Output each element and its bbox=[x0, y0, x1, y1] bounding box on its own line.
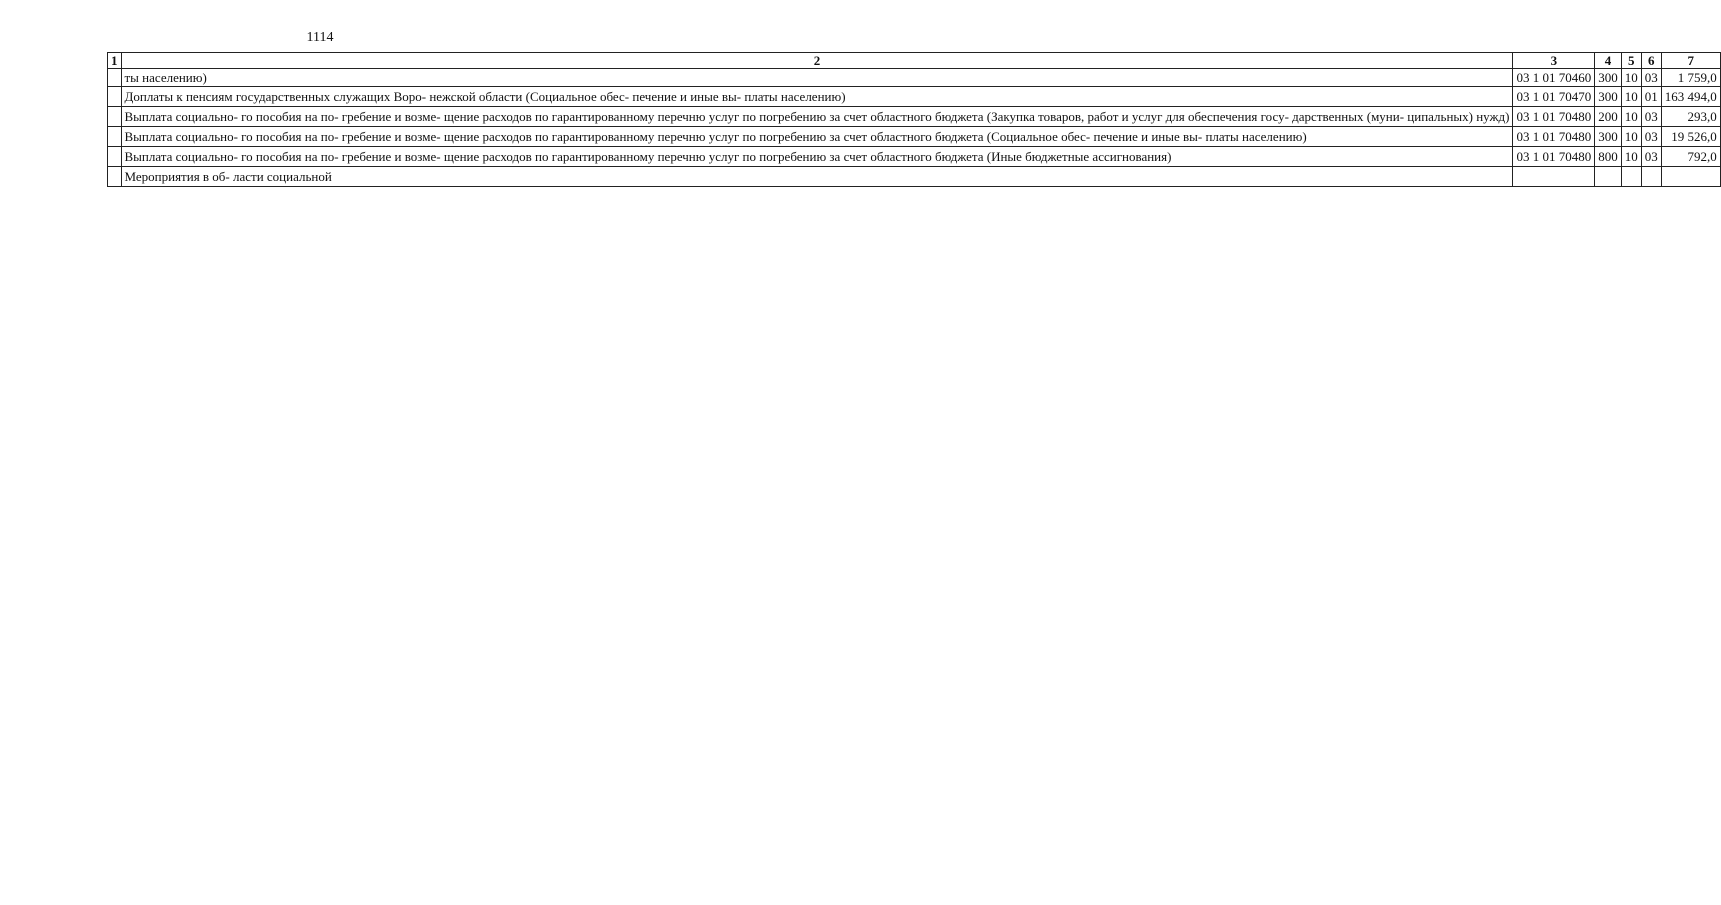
description-cell: Выплата социально- го пособия на по- гребение и возме- щение расходов по гарантированному перечню услуг по погребению за счет областного бюджета (Социальное обес- печение и иные вы- платы населению) bbox=[121, 127, 1513, 147]
code-cell: 03 1 01 70460 bbox=[1513, 69, 1595, 87]
amount-cell: 293,0 bbox=[1661, 107, 1720, 127]
header-col-4: 4 bbox=[1595, 53, 1622, 69]
section-cell: 10 bbox=[1621, 69, 1641, 87]
section-cell bbox=[1621, 167, 1641, 187]
section-cell: 10 bbox=[1621, 147, 1641, 167]
amount-cell: 19 526,0 bbox=[1661, 127, 1720, 147]
header-col-3: 3 bbox=[1513, 53, 1595, 69]
amount-cell: 792,0 bbox=[1661, 147, 1720, 167]
table-row bbox=[108, 167, 1721, 187]
row-number-cell bbox=[108, 147, 122, 167]
row-number-cell bbox=[108, 107, 122, 127]
description-cell: ты населению) bbox=[121, 69, 1513, 87]
row-number-cell bbox=[108, 87, 122, 107]
code-cell: 03 1 01 70480 bbox=[1513, 107, 1595, 127]
row-number-cell bbox=[108, 127, 122, 147]
section-cell: 10 bbox=[1621, 107, 1641, 127]
subsection-cell: 01 bbox=[1641, 87, 1661, 107]
description-cell: Выплата социально- го пособия на по- гребение и возме- щение расходов по гарантированному перечню услуг по погребению за счет областного бюджета (Закупка товаров, работ и услуг для обеспечения госу- дарственных (муни- ципальных) нужд) bbox=[121, 107, 1513, 127]
header-col-6: 6 bbox=[1641, 53, 1661, 69]
expense-type-cell: 300 bbox=[1595, 69, 1622, 87]
row-number-cell bbox=[108, 69, 122, 87]
description-cell: Выплата социально- го пособия на по- гребение и возме- щение расходов по гарантированному перечню услуг по погребению за счет областного бюджета (Иные бюджетные ассигнования) bbox=[121, 147, 1513, 167]
subsection-cell: 03 bbox=[1641, 69, 1661, 87]
expense-type-cell: 800 bbox=[1595, 147, 1622, 167]
section-cell: 10 bbox=[1621, 87, 1641, 107]
budget-table bbox=[107, 52, 1721, 187]
description-cell: Мероприятия в об- ласти социальной bbox=[121, 167, 1513, 187]
amount-cell: 1 759,0 bbox=[1661, 69, 1720, 87]
subsection-cell: 03 bbox=[1641, 107, 1661, 127]
expense-type-cell: 300 bbox=[1595, 127, 1622, 147]
table-row bbox=[108, 147, 1721, 167]
expense-type-cell bbox=[1595, 167, 1622, 187]
code-cell: 03 1 01 70480 bbox=[1513, 127, 1595, 147]
subsection-cell bbox=[1641, 167, 1661, 187]
table-row bbox=[108, 127, 1721, 147]
header-row bbox=[108, 53, 1721, 69]
page-number: 1114 bbox=[306, 30, 334, 45]
code-cell: 03 1 01 70480 bbox=[1513, 147, 1595, 167]
section-cell: 10 bbox=[1621, 127, 1641, 147]
subsection-cell: 03 bbox=[1641, 147, 1661, 167]
row-number-cell bbox=[108, 167, 122, 187]
header-col-7: 7 bbox=[1661, 53, 1720, 69]
table-row bbox=[108, 107, 1721, 127]
expense-type-cell: 200 bbox=[1595, 107, 1622, 127]
table-row bbox=[108, 69, 1721, 87]
table-row bbox=[108, 87, 1721, 107]
header-col-1: 1 bbox=[108, 53, 122, 69]
code-cell bbox=[1513, 167, 1595, 187]
subsection-cell: 03 bbox=[1641, 127, 1661, 147]
description-cell: Доплаты к пенсиям государственных служащих Воро- нежской области (Социальное обес- печение и иные вы- платы населению) bbox=[121, 87, 1513, 107]
amount-cell: 163 494,0 bbox=[1661, 87, 1720, 107]
code-cell: 03 1 01 70470 bbox=[1513, 87, 1595, 107]
header-col-5: 5 bbox=[1621, 53, 1641, 69]
expense-type-cell: 300 bbox=[1595, 87, 1622, 107]
header-col-2: 2 bbox=[121, 53, 1513, 69]
amount-cell bbox=[1661, 167, 1720, 187]
